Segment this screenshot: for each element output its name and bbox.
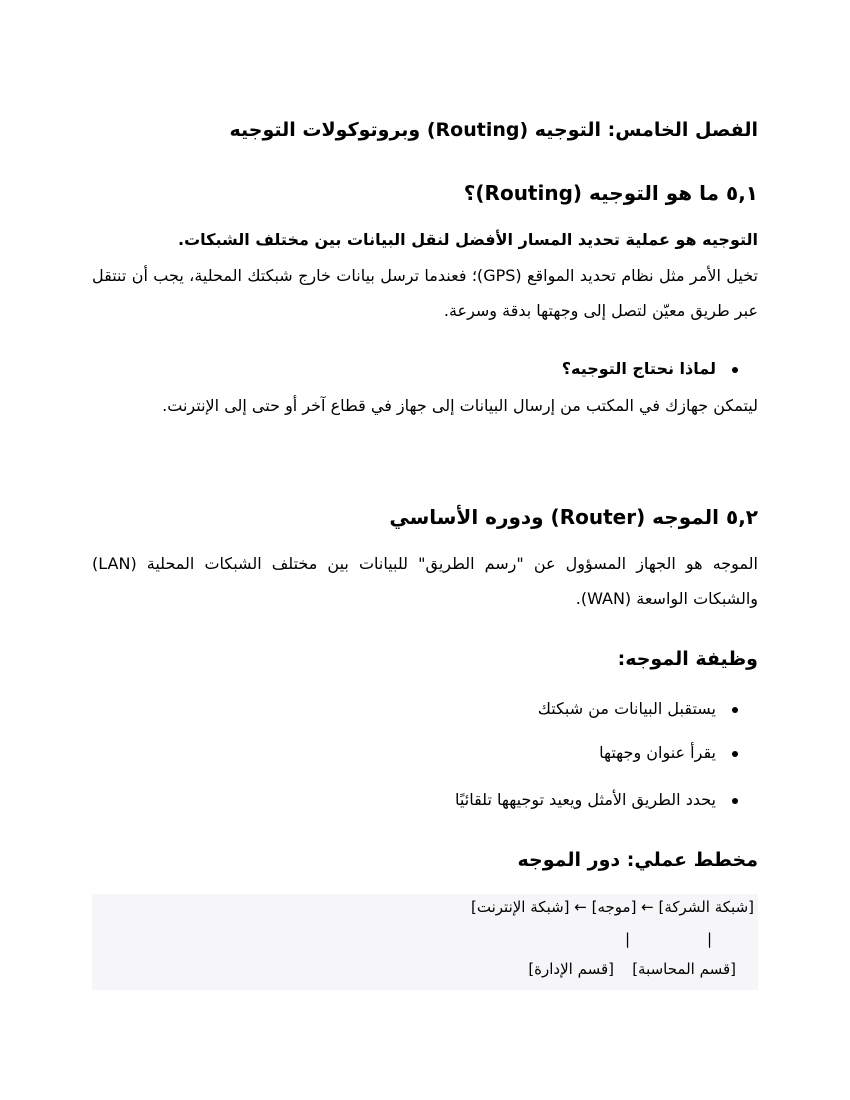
routing-definition: التوجيه هو عملية تحديد المسار الأفضل لنقل البيانات بين مختلف الشبكات.	[178, 230, 758, 249]
router-function-text: يحدد الطريق الأمثل ويعيد توجيهها تلقائيًا	[455, 790, 716, 809]
router-function-text: يقرأ عنوان وجهتها	[599, 743, 716, 762]
router-description: الموجه هو الجهاز المسؤول عن "رسم الطريق" للبيانات بين مختلف الشبكات المحلية (LAN) والشبكات الواسعة (WAN).	[92, 554, 758, 608]
diagram-connector: |	[706, 930, 712, 948]
diagram-heading: مخطط عملي: دور الموجه	[517, 849, 758, 871]
routing-gps-paragraph: تخيل الأمر مثل نظام تحديد المواقع (GPS)؛ فعندما ترسل بيانات خارج شبكتك المحلية، يجب أن تنتقل عبر طريق معيّن لتصل إلى وجهتها بدقة وسرعة.	[92, 266, 759, 320]
why-routing-answer: ليتمكن جهازك في المكتب من إرسال البيانات إلى جهاز في قطاع آخر أو حتى إلى الإنترنت.	[162, 396, 758, 415]
diagram-connector: |	[624, 930, 630, 948]
router-diagram-box	[92, 894, 758, 990]
router-function-heading: وظيفة الموجه:	[617, 648, 758, 670]
bullet-dot-icon	[732, 751, 738, 757]
diagram-network-line: [شبكة الشركة] ← [موجه] ← [شبكة الإنترنت]	[471, 898, 754, 916]
diagram-dept-admin: [قسم الإدارة]	[528, 960, 614, 978]
router-function-text: يستقبل البيانات من شبكتك	[537, 699, 716, 718]
bullet-dot-icon	[732, 367, 738, 373]
bullet-dot-icon	[732, 707, 738, 713]
why-routing-question: لماذا نحتاج التوجيه؟	[561, 359, 716, 378]
section-heading-routing: ٥,١ ما هو التوجيه (Routing)؟	[463, 181, 758, 205]
bullet-dot-icon	[732, 798, 738, 804]
diagram-dept-accounting: [قسم المحاسبة]	[632, 960, 736, 978]
section-heading-router: ٥,٢ الموجه (Router) ودوره الأساسي	[389, 505, 758, 529]
chapter-title: الفصل الخامس: التوجيه (Routing) وبروتوكولات التوجيه	[229, 119, 758, 141]
